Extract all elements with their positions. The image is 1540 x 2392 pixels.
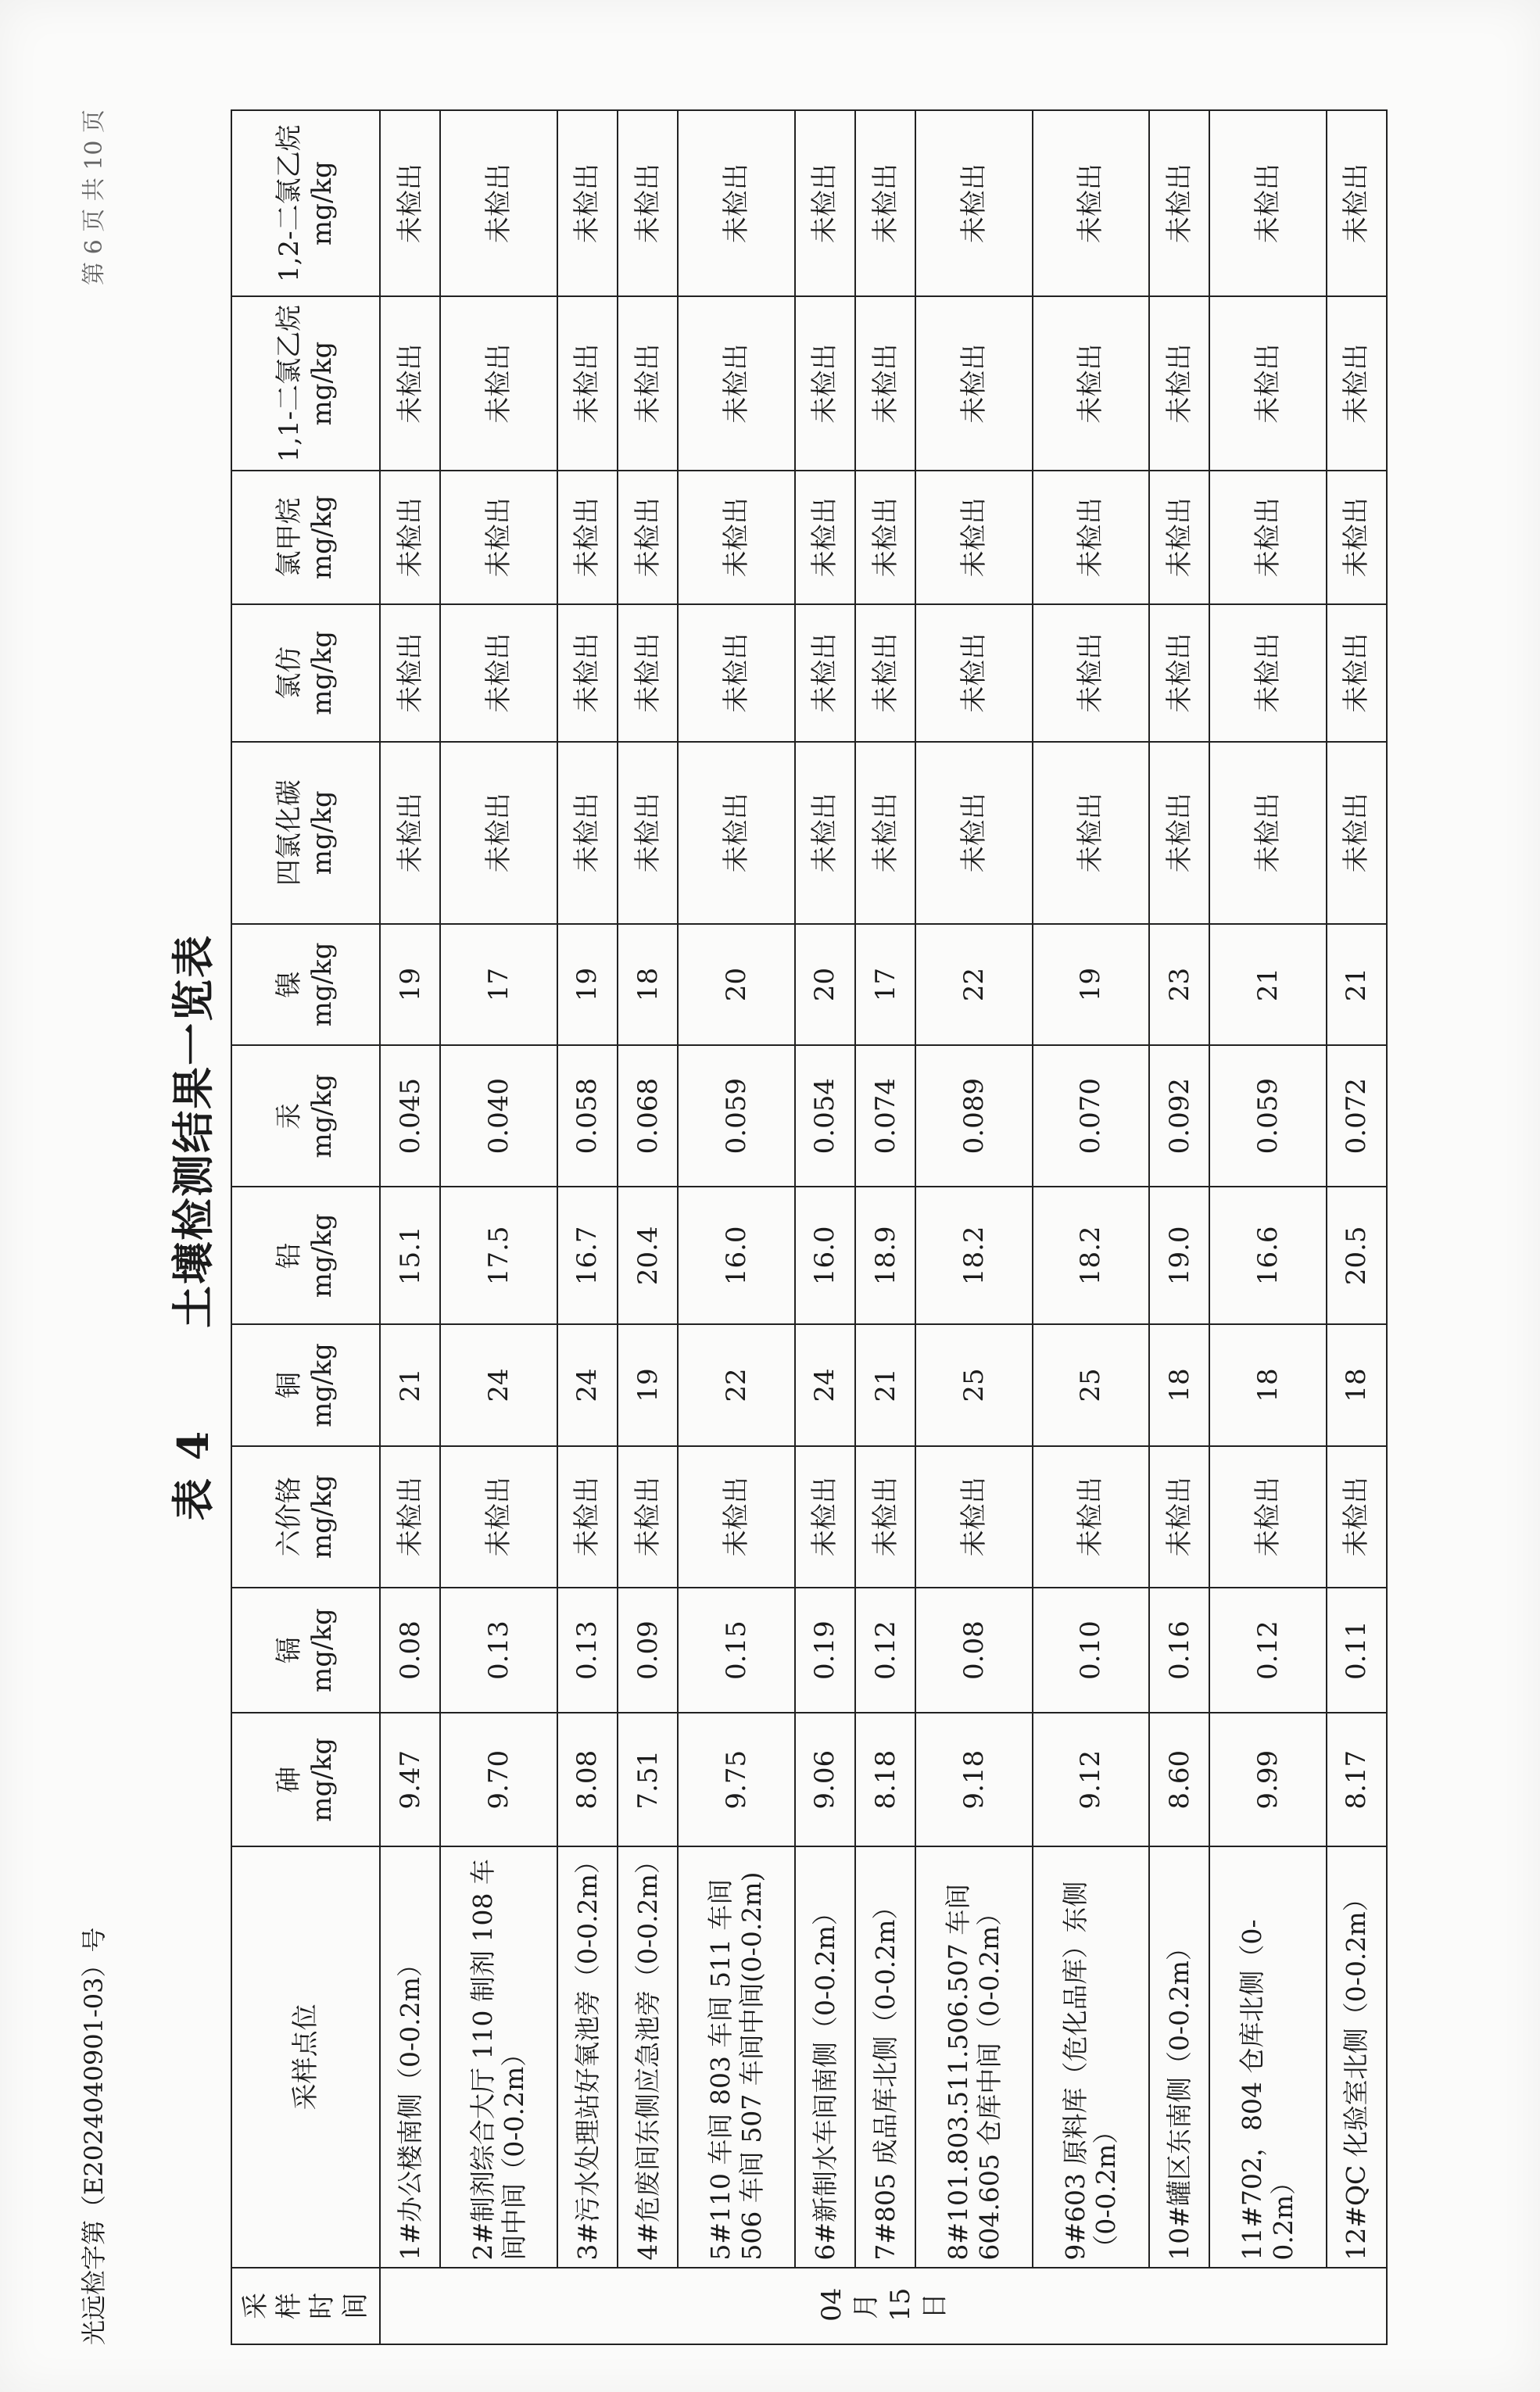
ccl4-value: 未检出 [557,742,618,924]
copper-value: 24 [795,1324,855,1445]
location-cell: 6#新制水车间南侧（0-0.2m） [795,1846,855,2267]
mercury-value: 0.054 [795,1045,855,1187]
arsenic-value: 8.60 [1149,1713,1209,1846]
col-header-dce11: 1,1-二氯乙烷 mg/kg [231,296,380,471]
chloromethane-value: 未检出 [678,471,794,604]
mercury-value: 0.059 [678,1045,794,1187]
rotated-document [74,109,1403,2345]
cadmium-value: 0.16 [1149,1588,1209,1713]
dce11-value: 未检出 [678,296,794,471]
cadmium-value: 0.12 [1209,1588,1326,1713]
arsenic-value: 8.18 [855,1713,915,1846]
ccl4-value: 未检出 [380,742,440,924]
chloromethane-value: 未检出 [795,471,855,604]
table-row [855,110,915,2344]
chloromethane-value: 未检出 [1149,471,1209,604]
dce12-value: 未检出 [795,110,855,296]
col-header-lead: 铅 mg/kg [231,1187,380,1324]
chromium6-value: 未检出 [678,1446,794,1588]
chloromethane-value: 未检出 [855,471,915,604]
table-row [1209,110,1326,2344]
lead-value: 17.5 [440,1187,557,1324]
lead-value: 18.2 [915,1187,1032,1324]
mercury-value: 0.089 [915,1045,1032,1187]
nickel-value: 18 [618,924,678,1045]
chloroform-value: 未检出 [915,604,1032,742]
col-header-chloromethane: 氯甲烷 mg/kg [231,471,380,604]
chromium6-value: 未检出 [380,1446,440,1588]
ccl4-value: 未检出 [1149,742,1209,924]
nickel-value: 21 [1327,924,1387,1045]
chloromethane-value: 未检出 [440,471,557,604]
ccl4-value: 未检出 [1209,742,1326,924]
dce12-value: 未检出 [1327,110,1387,296]
mercury-value: 0.058 [557,1045,618,1187]
ccl4-value: 未检出 [1327,742,1387,924]
chromium6-value: 未检出 [915,1446,1032,1588]
sampling-date-cell [380,2268,1387,2344]
chloromethane-value: 未检出 [1327,471,1387,604]
location-cell: 5#110 车间 803 车间 511 车间 506 车间 507 车间中间(0-0.2m) [678,1846,794,2267]
col-header-chromium6: 六价铬 mg/kg [231,1446,380,1588]
mercury-value: 0.059 [1209,1045,1326,1187]
lead-value: 16.6 [1209,1187,1326,1324]
col-header-dce12: 1,2-二氯乙烷 mg/kg [231,110,380,296]
cadmium-value: 0.13 [557,1588,618,1713]
cadmium-value: 0.08 [380,1588,440,1713]
arsenic-value: 7.51 [618,1713,678,1846]
lead-value: 19.0 [1149,1187,1209,1324]
copper-value: 19 [618,1324,678,1445]
dce12-value: 未检出 [557,110,618,296]
ccl4-value: 未检出 [855,742,915,924]
dce12-value: 未检出 [855,110,915,296]
col-header-cadmium: 镉 mg/kg [231,1588,380,1713]
report-number: 光远检字第（E2024040901-03）号 [79,1927,109,2345]
copper-value: 25 [915,1324,1032,1445]
table-row [380,110,440,2344]
cadmium-value: 0.10 [1033,1588,1149,1713]
chloroform-value: 未检出 [795,604,855,742]
location-cell: 9#603 原料库（危化品库）东侧（0-0.2m） [1033,1846,1149,2267]
table-row [618,110,678,2344]
lead-value: 20.4 [618,1187,678,1324]
nickel-value: 22 [915,924,1032,1045]
chromium6-value: 未检出 [557,1446,618,1588]
table-body [380,110,1387,2344]
chloromethane-value: 未检出 [557,471,618,604]
dce12-value: 未检出 [1033,110,1149,296]
mercury-value: 0.040 [440,1045,557,1187]
copper-value: 24 [557,1324,618,1445]
location-cell: 4#危废间东侧应急池旁（0-0.2m） [618,1846,678,2267]
nickel-value: 17 [440,924,557,1045]
chromium6-value: 未检出 [855,1446,915,1588]
arsenic-value: 9.18 [915,1713,1032,1846]
chloroform-value: 未检出 [855,604,915,742]
cadmium-value: 0.11 [1327,1588,1387,1713]
dce12-value: 未检出 [440,110,557,296]
chromium6-value: 未检出 [618,1446,678,1588]
dce11-value: 未检出 [1209,296,1326,471]
chloromethane-value: 未检出 [618,471,678,604]
col-header-chloroform: 氯仿 mg/kg [231,604,380,742]
mercury-value: 0.092 [1149,1045,1209,1187]
copper-value: 22 [678,1324,794,1445]
location-cell: 10#罐区东南侧（0-0.2m） [1149,1846,1209,2267]
cadmium-value: 0.13 [440,1588,557,1713]
dce11-value: 未检出 [557,296,618,471]
chloromethane-value: 未检出 [1033,471,1149,604]
nickel-value: 20 [795,924,855,1045]
chloroform-value: 未检出 [1149,604,1209,742]
table-name: 土壤检测结果一览表 [168,933,218,1328]
chloroform-value: 未检出 [380,604,440,742]
chloroform-value: 未检出 [618,604,678,742]
ccl4-value: 未检出 [795,742,855,924]
location-cell: 7#805 成品库北侧（0-0.2m） [855,1846,915,2267]
dce11-value: 未检出 [855,296,915,471]
nickel-value: 21 [1209,924,1326,1045]
nickel-value: 17 [855,924,915,1045]
chloroform-value: 未检出 [1033,604,1149,742]
lead-value: 18.2 [1033,1187,1149,1324]
chloroform-value: 未检出 [557,604,618,742]
col-header-nickel: 镍 mg/kg [231,924,380,1045]
mercury-value: 0.074 [855,1045,915,1187]
table-row [1327,110,1387,2344]
table-row [795,110,855,2344]
dce11-value: 未检出 [618,296,678,471]
dce12-value: 未检出 [915,110,1032,296]
col-header-time: 采样时间 [231,2268,380,2344]
dce12-value: 未检出 [678,110,794,296]
nickel-value: 23 [1149,924,1209,1045]
chromium6-value: 未检出 [1327,1446,1387,1588]
chloroform-value: 未检出 [1209,604,1326,742]
arsenic-value: 9.47 [380,1713,440,1846]
ccl4-value: 未检出 [1033,742,1149,924]
nickel-value: 19 [380,924,440,1045]
lead-value: 18.9 [855,1187,915,1324]
ccl4-value: 未检出 [678,742,794,924]
copper-value: 18 [1149,1324,1209,1445]
arsenic-value: 9.99 [1209,1713,1326,1846]
table-row [557,110,618,2344]
cadmium-value: 0.15 [678,1588,794,1713]
dce11-value: 未检出 [915,296,1032,471]
ccl4-value: 未检出 [618,742,678,924]
table-row [440,110,557,2344]
dce11-value: 未检出 [1327,296,1387,471]
copper-value: 21 [855,1324,915,1445]
arsenic-value: 9.75 [678,1713,794,1846]
arsenic-value: 9.70 [440,1713,557,1846]
dce11-value: 未检出 [380,296,440,471]
location-cell: 11#702，804 仓库北侧（0-0.2m） [1209,1846,1326,2267]
chromium6-value: 未检出 [440,1446,557,1588]
location-cell: 8#101.803.511.506.507 车间 604.605 仓库中间（0-0.2m） [915,1846,1032,2267]
copper-value: 18 [1327,1324,1387,1445]
dce11-value: 未检出 [440,296,557,471]
col-header-location: 采样点位 [231,1846,380,2267]
mercury-value: 0.070 [1033,1045,1149,1187]
col-header-arsenic: 砷 mg/kg [231,1713,380,1846]
table-row [915,110,1032,2344]
lead-value: 20.5 [1327,1187,1387,1324]
dce12-value: 未检出 [618,110,678,296]
lead-value: 16.0 [795,1187,855,1324]
arsenic-value: 9.12 [1033,1713,1149,1846]
mercury-value: 0.045 [380,1045,440,1187]
chloroform-value: 未检出 [1327,604,1387,742]
dce12-value: 未检出 [1209,110,1326,296]
chloromethane-value: 未检出 [380,471,440,604]
cadmium-value: 0.08 [915,1588,1032,1713]
location-cell: 2#制剂综合大厅 110 制剂 108 车间中间（0-0.2m） [440,1846,557,2267]
page-indicator: 第 6 页 共 10 页 [81,109,108,285]
copper-value: 21 [380,1324,440,1445]
col-header-mercury: 汞 mg/kg [231,1045,380,1187]
table-row [678,110,794,2344]
dce11-value: 未检出 [795,296,855,471]
dce12-value: 未检出 [1149,110,1209,296]
lead-value: 16.0 [678,1187,794,1324]
copper-value: 18 [1209,1324,1326,1445]
dce11-value: 未检出 [1149,296,1209,471]
chromium6-value: 未检出 [1033,1446,1149,1588]
chloroform-value: 未检出 [678,604,794,742]
arsenic-value: 8.17 [1327,1713,1387,1846]
col-header-ccl4: 四氯化碳 mg/kg [231,742,380,924]
col-header-copper: 铜 mg/kg [231,1324,380,1445]
nickel-value: 19 [1033,924,1149,1045]
table-number: 表 4 [168,1429,218,1521]
arsenic-value: 8.08 [557,1713,618,1846]
chloroform-value: 未检出 [440,604,557,742]
nickel-value: 20 [678,924,794,1045]
copper-value: 25 [1033,1324,1149,1445]
ccl4-value: 未检出 [440,742,557,924]
chloromethane-value: 未检出 [915,471,1032,604]
dce12-value: 未检出 [380,110,440,296]
chromium6-value: 未检出 [795,1446,855,1588]
mercury-value: 0.068 [618,1045,678,1187]
chromium6-value: 未检出 [1209,1446,1326,1588]
chromium6-value: 未检出 [1149,1446,1209,1588]
dce11-value: 未检出 [1033,296,1149,471]
location-cell: 3#污水处理站好氧池旁（0-0.2m） [557,1846,618,2267]
header-row [231,110,380,2344]
table-title [160,109,220,2345]
table-row [1033,110,1149,2344]
cadmium-value: 0.12 [855,1588,915,1713]
cadmium-value: 0.09 [618,1588,678,1713]
chloromethane-value: 未检出 [1209,471,1326,604]
location-cell: 12#QC 化验室北侧（0-0.2m） [1327,1846,1387,2267]
soil-results-table [231,109,1388,2345]
cadmium-value: 0.19 [795,1588,855,1713]
sampling-date: 04月15日 [815,2287,951,2322]
nickel-value: 19 [557,924,618,1045]
location-cell: 1#办公楼南侧（0-0.2m） [380,1846,440,2267]
lead-value: 16.7 [557,1187,618,1324]
copper-value: 24 [440,1324,557,1445]
ccl4-value: 未检出 [915,742,1032,924]
lead-value: 15.1 [380,1187,440,1324]
arsenic-value: 9.06 [795,1713,855,1846]
mercury-value: 0.072 [1327,1045,1387,1187]
table-row [1149,110,1209,2344]
